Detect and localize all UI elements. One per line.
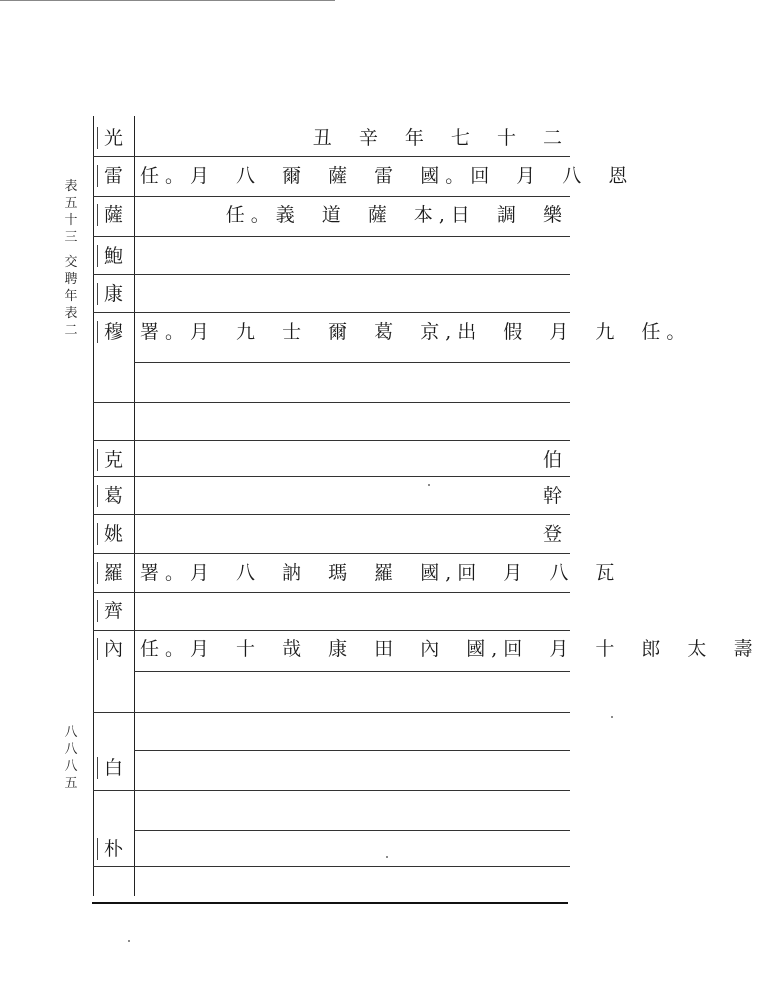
row-divider — [93, 402, 570, 403]
row-entry-text — [140, 797, 568, 821]
row-entry-text — [140, 756, 568, 780]
row-name-cell — [97, 372, 133, 394]
row-entry-text — [140, 719, 568, 743]
row-name-cell — [97, 720, 133, 742]
margin-char: 三 — [64, 230, 78, 245]
row-entry-text: 任。月 八 爾 薩 雷 國。回 月 八 恩 — [140, 165, 634, 187]
margin-char: 表 — [64, 306, 78, 321]
row-divider — [93, 592, 570, 593]
table-left-border — [93, 116, 94, 896]
row-entry-text — [140, 837, 568, 861]
row-divider — [93, 514, 570, 515]
margin-char: 十 — [64, 213, 78, 228]
row-divider — [93, 312, 570, 313]
row-entry-text: 署。月 八 訥 瑪 羅 國,回 月 八 瓦 — [140, 562, 621, 584]
margin-char: 八 — [64, 725, 78, 740]
margin-char: 二 — [64, 323, 78, 338]
row-entry-text: 登 — [542, 523, 568, 545]
row-divider — [134, 830, 570, 831]
margin-char: 五 — [64, 196, 78, 211]
row-name-cell: 薩 — [97, 204, 134, 226]
row-entry-text: 任。月 十 哉 康 田 內 國,回 月 十 郎 太 壽 — [140, 638, 758, 660]
row-divider — [93, 476, 570, 477]
row-divider — [93, 790, 570, 791]
row-name-cell: 光 — [97, 127, 134, 149]
row-divider — [93, 712, 570, 713]
row-entry-text — [140, 282, 568, 306]
row-name-cell: 康 — [97, 283, 134, 305]
row-entry-text: 任。義 道 薩 本,日 調 樂 — [225, 204, 568, 226]
margin-char: 表 — [64, 179, 78, 194]
row-entry-text — [140, 410, 568, 434]
margin-char: 八 — [64, 759, 78, 774]
row-divider — [93, 553, 570, 554]
row-name-cell: 雷 — [97, 165, 134, 187]
row-divider — [93, 440, 570, 441]
row-name-cell — [97, 411, 133, 433]
row-name-cell: 姚 — [97, 523, 134, 545]
row-entry-text — [140, 599, 568, 623]
row-entry-text: 伯 — [542, 449, 568, 471]
row-divider — [93, 274, 570, 275]
row-entry-text: 丑 辛 年 七 十 二 — [312, 127, 568, 149]
row-name-cell: 葛 — [97, 485, 134, 507]
row-name-cell: 內 — [97, 638, 134, 660]
row-divider — [93, 630, 570, 631]
table-bottom-rule — [92, 902, 568, 904]
row-divider — [134, 671, 570, 672]
margin-char: 八 — [64, 742, 78, 757]
side-margin-title — [62, 178, 80, 339]
row-entry-text — [140, 244, 568, 268]
margin-char: 年 — [64, 289, 78, 304]
row-divider — [93, 866, 570, 867]
top-edge-rule — [0, 0, 335, 1]
ink-speck — [386, 856, 388, 858]
row-name-cell: 鮑 — [97, 245, 134, 267]
row-name-cell — [97, 798, 133, 820]
row-name-cell: 白 — [97, 757, 134, 779]
row-name-cell: 羅 — [97, 562, 134, 584]
row-name-cell — [97, 679, 133, 701]
ink-speck — [128, 940, 130, 942]
margin-char: 五 — [64, 776, 78, 791]
margin-char: 聘 — [64, 272, 78, 287]
row-divider — [93, 156, 570, 157]
row-divider — [134, 750, 570, 751]
name-column-divider — [134, 116, 135, 896]
row-name-cell: 克 — [97, 449, 134, 471]
row-entry-text: 署。月 九 士 爾 葛 京,出 假 月 九 任。 — [140, 321, 692, 343]
row-entry-text — [140, 678, 568, 702]
row-divider — [93, 236, 570, 237]
row-divider — [134, 362, 570, 363]
row-divider — [93, 196, 570, 197]
row-entry-text: 幹 — [542, 485, 568, 507]
margin-char: 交 — [64, 255, 78, 270]
row-entry-text — [140, 371, 568, 395]
margin-char — [62, 246, 80, 254]
ink-speck — [611, 716, 613, 718]
ink-speck — [428, 484, 430, 486]
row-name-cell: 穆 — [97, 321, 134, 343]
row-name-cell: 朴 — [97, 838, 134, 860]
side-margin-page-number — [62, 724, 80, 792]
row-name-cell: 齊 — [97, 600, 134, 622]
